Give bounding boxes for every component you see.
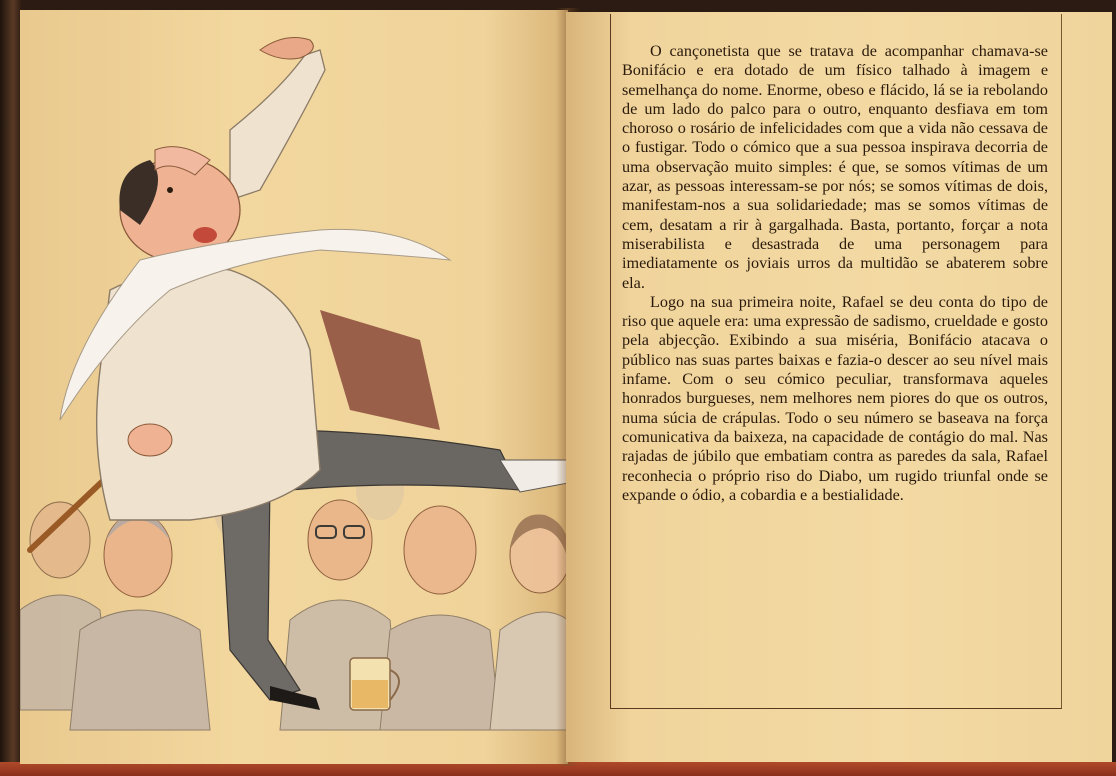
paragraph-2: Logo na sua primeira noite, Rafael se deu conta do tipo de riso que aquele era: uma expressão de sadismo, crueldade e gosto pela abjecção. Exibindo a sua miséria, Bonifácio atacava o público nas suas partes baixas e fazia-o descer ao seu nível mais infame. Com o seu cómico peculiar, transformava aqueles honrados burgueses, nem melhores nem piores do que os outros, numa súcia de crápulas. Todo o seu número se baseava na força comunicativa da baixeza, na capacidade de contágio do mal. Nas rajadas de júbilo que embatiam contra as paredes da sala, Rafael reconhecia o próprio riso do Diabo, um rugido triunfal onde se expande o ódio, a cobardia e a bestialidade.: [622, 292, 1048, 504]
book-cover-edge: [0, 0, 22, 776]
illustration-comedian-on-stage: [20, 10, 568, 764]
body-text: [622, 42, 1048, 505]
paragraph-1: O cançonetista que se tratava de acompanhar chamava-se Bonifácio e era dotado de um físico talhado à imagem e semelhança do nome. Enorme, obeso e flácido, lá se ia rebolando de um lado do palco para o outro, enquanto desfiava em tom choroso o rosário de infelicidades com que a vida não cessava de o fustigar. Todo o cómico que a sua pessoa inspirava decorria de uma observação muito simples: é que, se somos vítimas de um azar, as pessoas interessam-se por nós; se somos vítimas de dois, manifestam-nos a sua solidariedade; mas se somos vítimas de cem, desatam a rir à gargalhada. Basta, portanto, forçar a nota miserabilista e desastrada de uma personagem para imediatamente os joviais urros da multidão se abaterem sobre ela.: [622, 42, 1048, 292]
